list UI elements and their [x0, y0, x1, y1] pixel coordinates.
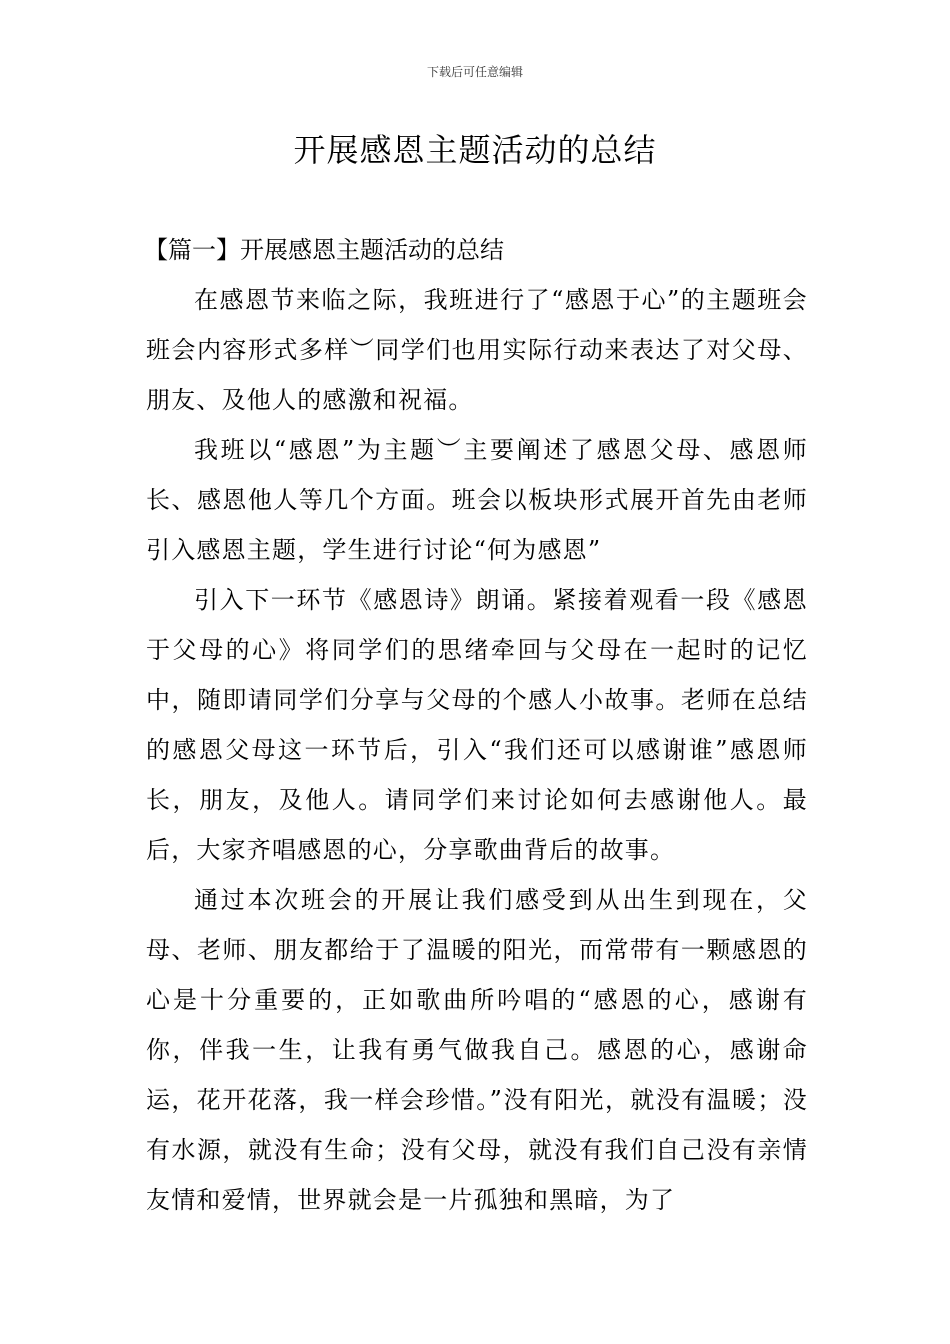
- paragraph-3: 引入下一环节《感恩诗》朗诵。紧接着观看一段《感恩于父母的心》将同学们的思绪牵回与父母在一起时的记忆中，随即请同学们分享与父母的个感人小故事。老师在总结的感恩父母这一环节后，引入“我们还可以感谢谁”感恩师长，朋友，及他人。请同学们来讨论如何去感谢他人。最后，大家齐唱感恩的心，分享歌曲背后的故事。: [146, 586, 808, 864]
- section-heading: 【篇一】开展感恩主题活动的总结: [144, 236, 504, 264]
- header-note: 下载后可任意编辑: [426, 65, 523, 79]
- paragraph-2: 我班以“感恩”为主题︶主要阐述了感恩父母、感恩师长、感恩他人等几个方面。班会以板块形式展开首先由老师引入感恩主题，学生进行讨论“何为感恩”: [146, 436, 808, 564]
- paragraph-4: 通过本次班会的开展让我们感受到从出生到现在，父母、老师、朋友都给于了温暖的阳光，而常带有一颗感恩的心是十分重要的，正如歌曲所吟唱的“感恩的心，感谢有你，伴我一生，让我有勇气做我自己。感恩的心，感谢命运，花开花落，我一样会珍惜。”没有阳光，就没有温暖；没有水源，就没有生命；没有父母，就没有我们自己没有亲情友情和爱情，世界就会是一片孤独和黑暗，为了: [146, 886, 808, 1214]
- document-title: 开展感恩主题活动的总结: [293, 131, 657, 169]
- document-body: [146, 225, 808, 1225]
- paragraph-1: 在感恩节来临之际，我班进行了“感恩于心”的主题班会班会内容形式多样︶同学们也用实际行动来表达了对父母、朋友、及他人的感激和祝福。: [146, 286, 808, 414]
